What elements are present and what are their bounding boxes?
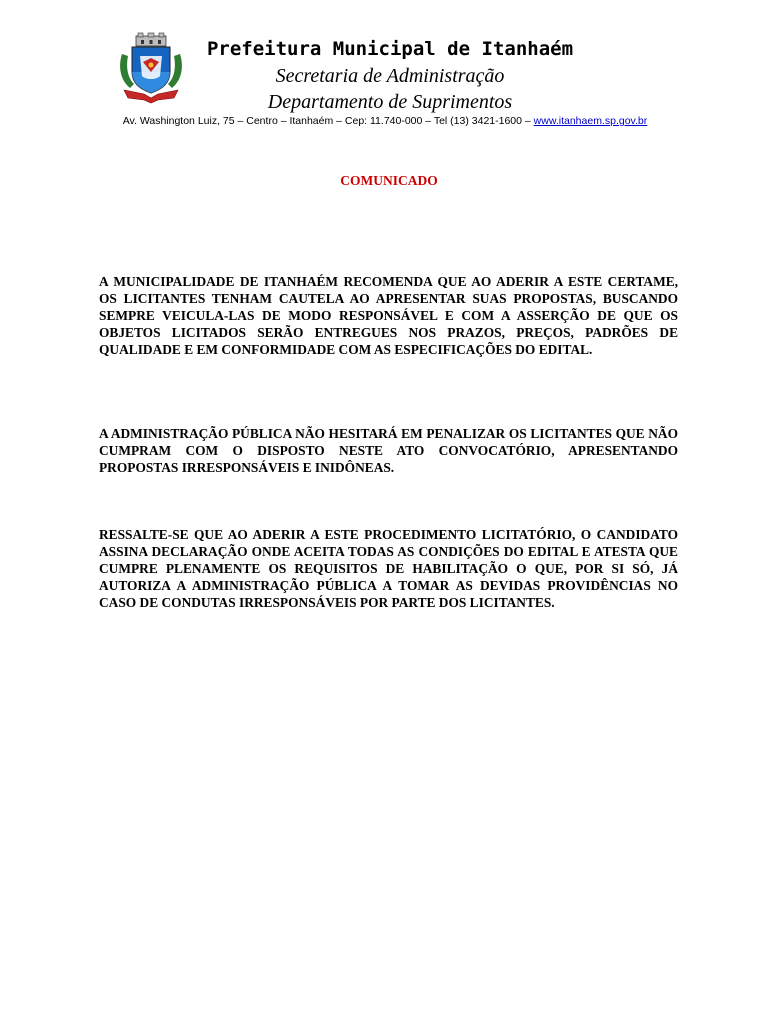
- notice-paragraph-1: A MUNICIPALIDADE DE ITANHAÉM RECOMENDA QUE AO ADERIR A ESTE CERTAME, OS LICITANTES TENHAM CAUTELA AO APRESENTAR SUAS PROPOSTAS, BUSCANDO SEMPRE VEICULA-LAS DE MODO RESPONSÁVEL E COM A ASSERÇÃO DE QUE OS OBJETOS LICITADOS SERÃO ENTREGUES NOS PRAZOS, PREÇOS, PADRÕES DE QUALIDADE E EM CONFORMIDADE COM AS ESPECIFICAÇÕES DO EDITAL.: [99, 274, 678, 357]
- address-line: [0, 115, 770, 127]
- notice-paragraph-2: A ADMINISTRAÇÃO PÚBLICA NÃO HESITARÁ EM PENALIZAR OS LICITANTES QUE NÃO CUMPRAM COM O DISPOSTO NESTE ATO CONVOCATÓRIO, APRESENTANDO PROPOSTAS IRRESPONSÁVEIS E INIDÔNEAS.: [99, 426, 678, 475]
- page-title: Prefeitura Municipal de Itanhaém: [206, 38, 574, 60]
- notice-title: COMUNICADO: [340, 173, 438, 188]
- address-text: Av. Washington Luiz, 75 – Centro – Itanhaém – Cep: 11.740-000 – Tel (13) 3421-1600 –: [122, 115, 534, 127]
- department-subtitle: Departamento de Suprimentos: [267, 91, 513, 113]
- notice-paragraph-3: RESSALTE-SE QUE AO ADERIR A ESTE PROCEDIMENTO LICITATÓRIO, O CANDIDATO ASSINA DECLARAÇÃO ONDE ACEITA TODAS AS CONDIÇÕES DO EDITAL E ATESTA QUE CUMPRE PLENAMENTE OS REQUISITOS DE HABILITAÇÃO O QUE, POR SI SÓ, JÁ AUTORIZA A ADMINISTRAÇÃO PÚBLICA A TOMAR AS DEVIDAS PROVIDÊNCIAS NO CASO DE CONDUTAS IRRESPONSÁVEIS POR PARTE DOS LICITANTES.: [99, 527, 678, 610]
- secretariat-subtitle: Secretaria de Administração: [275, 65, 505, 87]
- website-link[interactable]: www.itanhaem.sp.gov.br: [533, 115, 648, 127]
